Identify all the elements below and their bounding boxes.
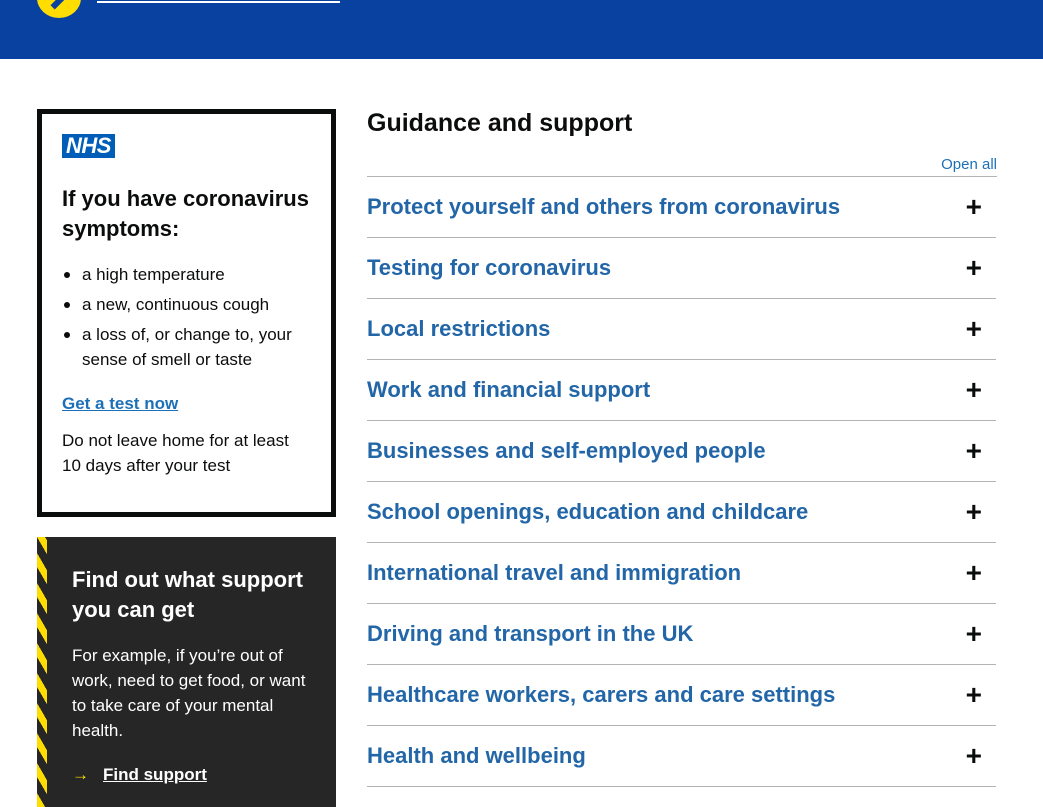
isolation-note: Do not leave home for at least 10 days after your test (62, 431, 289, 475)
page-title: Guidance and support (367, 109, 633, 137)
arrow-right-icon: → (72, 765, 89, 784)
accordion-heading[interactable]: Local restrictions (367, 316, 551, 341)
accordion-section[interactable] (367, 421, 996, 482)
get-test-link[interactable]: Get a test now (62, 394, 179, 413)
plus-icon[interactable]: + (965, 252, 982, 283)
accordion-section[interactable] (367, 238, 996, 299)
accordion-heading[interactable]: Businesses and self-employed people (367, 438, 766, 463)
accordion-section[interactable] (367, 665, 996, 726)
warning-stripe (37, 537, 47, 807)
plus-icon[interactable]: + (965, 435, 982, 466)
support-box (37, 537, 336, 807)
accordion-section[interactable] (367, 360, 996, 421)
accordion-section[interactable] (367, 177, 996, 238)
accordion-heading[interactable]: Health and wellbeing (367, 743, 586, 768)
symptom-item: a high temperature (62, 262, 311, 287)
open-all-button[interactable]: Open all (367, 156, 997, 177)
plus-icon[interactable]: + (965, 496, 982, 527)
symptoms-list (62, 262, 311, 372)
support-title: Find out what support you can get (72, 567, 303, 622)
pencil-icon (37, 0, 81, 18)
nhs-symptoms-box (37, 109, 336, 517)
plus-icon[interactable]: + (965, 679, 982, 710)
accordion-heading[interactable]: Testing for coronavirus (367, 255, 612, 280)
plus-icon[interactable]: + (965, 191, 982, 222)
accordion-section[interactable] (367, 482, 996, 543)
plus-icon[interactable]: + (965, 557, 982, 588)
support-text: For example, if you’re out of work, need to get food, or want to take care of your mental health. (72, 646, 306, 740)
top-banner (0, 0, 1043, 59)
plus-icon[interactable]: + (965, 740, 982, 771)
nhs-logo: NHS (62, 134, 115, 158)
accordion-heading[interactable]: Work and financial support (367, 377, 651, 402)
plus-icon[interactable]: + (965, 313, 982, 344)
accordion-heading[interactable]: Healthcare workers, carers and care settings (367, 682, 836, 707)
plus-icon[interactable]: + (965, 374, 982, 405)
accordion-section[interactable] (367, 604, 996, 665)
symptoms-title: If you have coronavirus symptoms: (62, 186, 309, 241)
accordion-heading[interactable]: School openings, education and childcare (367, 499, 809, 524)
guidance-section (367, 108, 997, 787)
accordion-heading[interactable]: Driving and transport in the UK (367, 621, 694, 646)
symptom-item: a new, continuous cough (62, 292, 311, 317)
accordion-heading[interactable]: Protect yourself and others from coronavirus (367, 194, 841, 219)
accordion-section[interactable] (367, 299, 996, 360)
plus-icon[interactable]: + (965, 618, 982, 649)
accordion-section[interactable] (367, 543, 996, 604)
accordion-section[interactable] (367, 726, 996, 787)
symptom-item: a loss of, or change to, your sense of smell or taste (62, 322, 311, 372)
accordion-heading[interactable]: International travel and immigration (367, 560, 742, 585)
find-support-link[interactable]: Find support (103, 765, 207, 784)
banner-link[interactable] (97, 0, 340, 3)
